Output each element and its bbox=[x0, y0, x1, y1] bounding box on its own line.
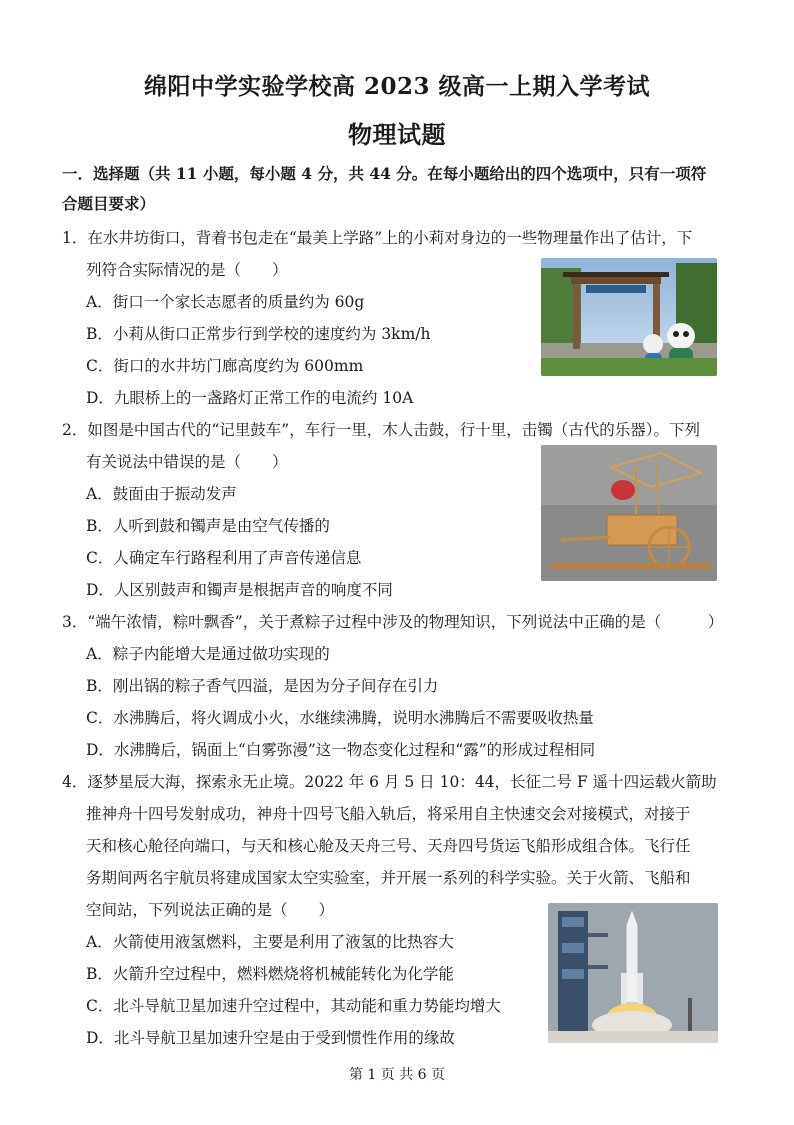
q3-option-a: A．粽子内能增大是通过做功实现的 bbox=[86, 645, 330, 663]
q2-option-a: A．鼓面由于振动发声 bbox=[86, 485, 237, 503]
q1-stem-line2: 列符合实际情况的是（ ） bbox=[86, 261, 288, 279]
exam-subtitle: 物理试题 bbox=[348, 120, 446, 149]
q1-stem-line1: 1．在水井坊街口，背着书包走在“最美上学路”上的小莉对身边的一些物理量作出了估计，下 bbox=[62, 229, 693, 247]
q4-option-c: C．北斗导航卫星加速升空过程中，其动能和重力势能均增大 bbox=[86, 997, 501, 1015]
section-heading-line1: 一．选择题（共 11 小题，每小题 4 分，共 44 分。在每小题给出的四个选项中，只有一项符 bbox=[62, 164, 707, 183]
q3-option-c: C．水沸腾后，将火调成小火，水继续沸腾，说明水沸腾后不需要吸收热量 bbox=[86, 709, 594, 727]
q4-stem-line3: 天和核心舱径向端口，与天和核心舱及天舟三号、天舟四号货运飞船形成组合体。飞行任 bbox=[86, 837, 691, 855]
section-heading-line2: 合题目要求） bbox=[62, 194, 156, 213]
q4-option-a: A．火箭使用液氢燃料，主要是利用了液氢的比热容大 bbox=[86, 933, 454, 951]
q4-stem-line2: 推神舟十四号发射成功，神舟十四号飞船入轨后，将采用自主快速交会对接模式，对接于 bbox=[86, 805, 691, 823]
q3-option-d: D．水沸腾后，锅面上“白雾弥漫”这一物态变化过程和“露”的形成过程相同 bbox=[86, 741, 596, 759]
q1-option-b: B．小莉从街口正常步行到学校的速度约为 3km/h bbox=[86, 325, 431, 343]
street-gate-photo bbox=[541, 258, 717, 376]
rocket-launch-photo bbox=[548, 903, 718, 1043]
drum-cart-photo bbox=[541, 445, 717, 581]
q2-option-d: D．人区别鼓声和镯声是根据声音的响度不同 bbox=[86, 581, 393, 599]
q2-stem-line1: 2．如图是中国古代的“记里鼓车”，车行一里，木人击鼓，行十里，击镯（古代的乐器）。下列 bbox=[62, 421, 700, 439]
q4-option-b: B．火箭升空过程中，燃料燃烧将机械能转化为化学能 bbox=[86, 965, 454, 983]
q4-stem-line5: 空间站，下列说法正确的是（ ） bbox=[86, 901, 335, 919]
q4-stem-line4: 务期间两名宇航员将建成国家太空实验室，并开展一系列的科学实验。关于火箭、飞船和 bbox=[86, 869, 691, 887]
exam-title: 绵阳中学实验学校高 2023 级高一上期入学考试 bbox=[143, 73, 651, 100]
q3-stem-line1: 3．“端午浓情，粽叶飘香”，关于煮粽子过程中涉及的物理知识，下列说法中正确的是（ ） bbox=[62, 613, 724, 631]
q2-option-b: B．人听到鼓和镯声是由空气传播的 bbox=[86, 517, 330, 535]
q2-stem-line2: 有关说法中错误的是（ ） bbox=[86, 453, 288, 471]
q2-option-c: C．人确定车行路程利用了声音传递信息 bbox=[86, 549, 362, 567]
page-number: 第 1 页 共 6 页 bbox=[348, 1067, 446, 1083]
q4-option-d: D．北斗导航卫星加速升空是由于受到惯性作用的缘故 bbox=[86, 1029, 455, 1047]
q1-option-a: A．街口一个家长志愿者的质量约为 60g bbox=[86, 293, 365, 311]
q1-option-c: C．街口的水井坊门廊高度约为 600mm bbox=[86, 357, 364, 375]
q1-option-d: D．九眼桥上的一盏路灯正常工作的电流约 10A bbox=[86, 389, 414, 407]
q4-stem-line1: 4．逐梦星辰大海，探索永无止境。2022 年 6 月 5 日 10：44，长征二号 F 遥十四运载火箭助 bbox=[62, 773, 717, 791]
q3-option-b: B．刚出锅的粽子香气四溢，是因为分子间存在引力 bbox=[86, 677, 439, 695]
